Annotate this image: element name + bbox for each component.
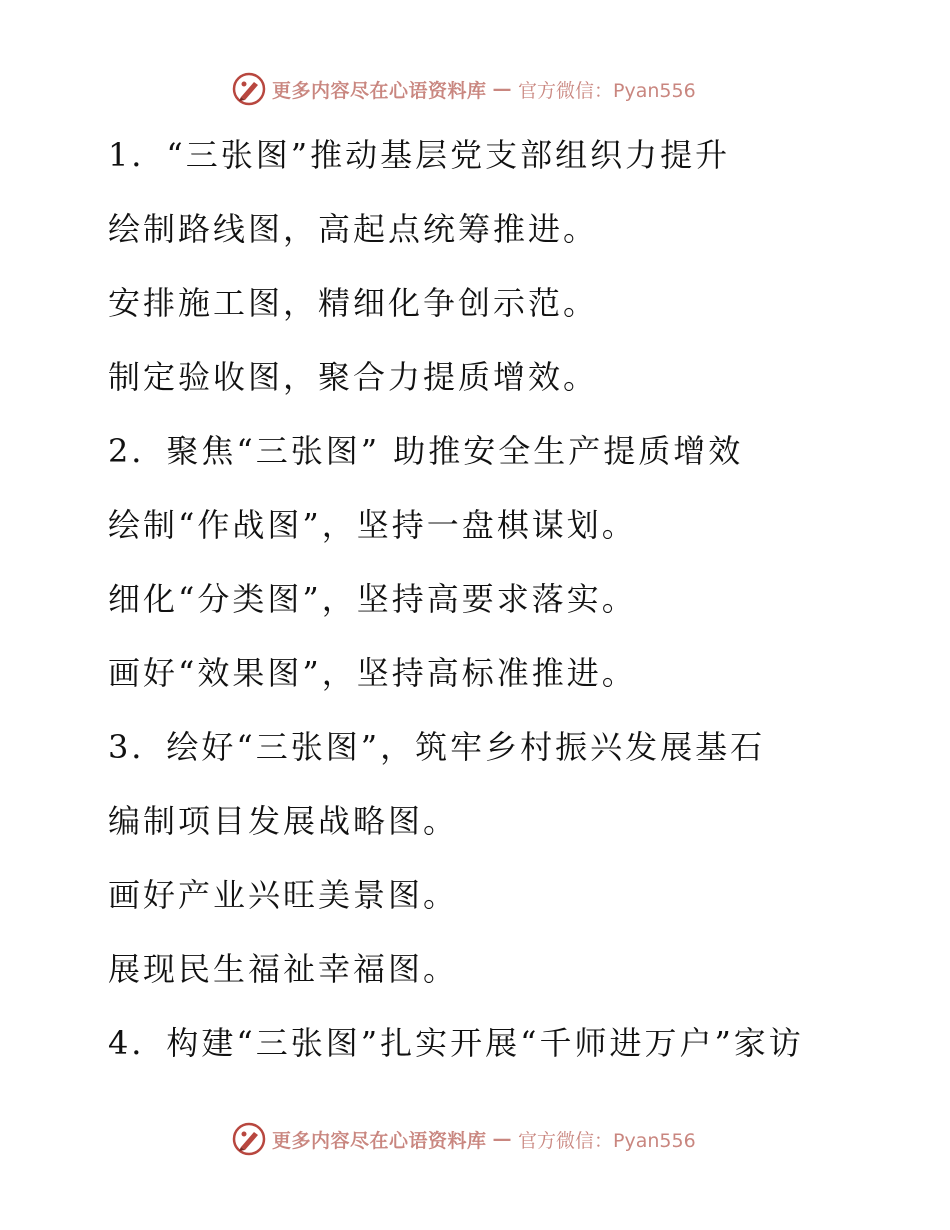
paragraph: 细化“分类图”，坚持高要求落实。 xyxy=(108,580,637,618)
header-watermark xyxy=(232,72,696,106)
paragraph: 画好“效果图”，坚持高标准推进。 xyxy=(108,654,637,692)
paragraph: 安排施工图，精细化争创示范。 xyxy=(108,284,599,322)
paragraph: 编制项目发展战略图。 xyxy=(108,802,459,840)
watermark-text: 更多内容尽在心语资料库 xyxy=(272,1129,487,1152)
paragraph: 绘制“作战图”，坚持一盘棋谋划。 xyxy=(108,506,637,544)
watermark-separator: — xyxy=(492,1128,513,1150)
pen-logo-icon xyxy=(232,1122,266,1156)
paragraph: 画好产业兴旺美景图。 xyxy=(108,876,459,914)
heading-4: 4．构建“三张图”扎实开展“千师进万户”家访 xyxy=(108,1024,804,1062)
heading-1: 1．“三张图”推动基层党支部组织力提升 xyxy=(108,136,731,174)
watermark-separator: — xyxy=(492,78,513,100)
heading-3: 3．绘好“三张图”，筑牢乡村振兴发展基石 xyxy=(108,728,766,766)
watermark-contact: 官方微信：Pyan556 xyxy=(518,1129,696,1152)
footer-watermark xyxy=(232,1122,696,1156)
paragraph: 展现民生福祉幸福图。 xyxy=(108,950,459,988)
document-body xyxy=(108,118,928,1080)
heading-2: 2．聚焦“三张图” 助推安全生产提质增效 xyxy=(108,432,744,470)
watermark-contact: 官方微信：Pyan556 xyxy=(518,79,696,102)
watermark-text: 更多内容尽在心语资料库 xyxy=(272,79,487,102)
paragraph: 绘制路线图，高起点统筹推进。 xyxy=(108,210,599,248)
paragraph: 制定验收图，聚合力提质增效。 xyxy=(108,358,599,396)
pen-logo-icon xyxy=(232,72,266,106)
